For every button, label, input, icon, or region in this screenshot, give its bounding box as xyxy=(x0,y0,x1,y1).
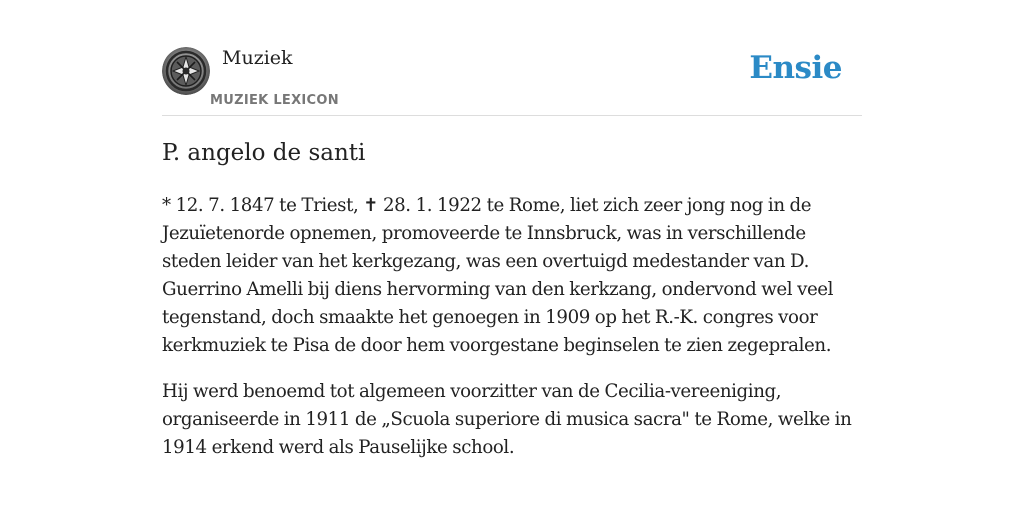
ornament-medallion-icon[interactable] xyxy=(162,47,210,95)
site-header xyxy=(162,44,862,116)
article-body xyxy=(162,192,862,480)
lexicon-label[interactable]: MUZIEK LEXICON xyxy=(210,93,339,108)
article-title: P. angelo de santi xyxy=(162,140,366,166)
brand-logo[interactable]: Ensie xyxy=(749,50,842,86)
category-link[interactable]: Muziek xyxy=(222,47,293,69)
article-paragraph: * 12. 7. 1847 te Triest, ✝ 28. 1. 1922 te Rome, liet zich zeer jong nog in de Jezuïetenorde opnemen, promoveerde te Innsbruck, was in verschillende steden leider van het kerkgezang, was een overtuigd medestander van D. Guerrino Amelli bij diens hervorming van den kerkzang, ondervond wel veel tegenstand, doch smaakte het genoegen in 1909 op het R.-K. congres voor kerkmuziek te Pisa de door hem voorgestane beginselen te zien zegepralen. xyxy=(162,195,834,356)
article-paragraph: Hij werd benoemd tot algemeen voorzitter van de Cecilia-vereeniging, organiseerde in 1911 de „Scuola superiore di musica sacra" te Rome, welke in 1914 erkend werd als Pauselijke school. xyxy=(162,381,852,458)
